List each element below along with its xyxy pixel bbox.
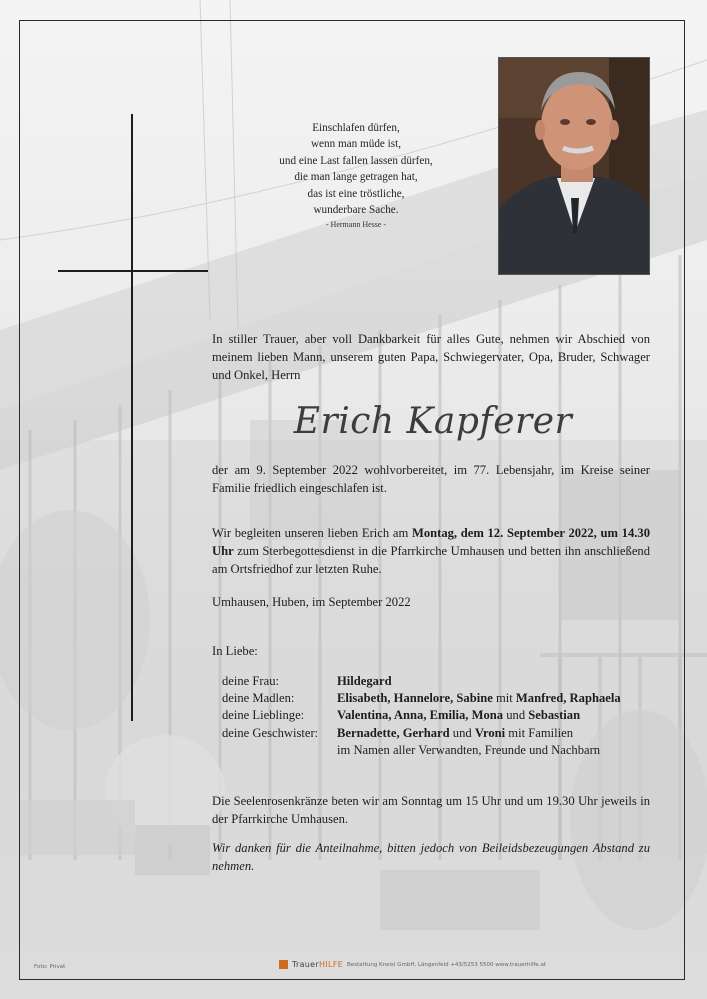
family-row <box>222 707 621 724</box>
footer-branding <box>279 960 546 969</box>
family-row <box>222 725 621 742</box>
family-names: Hildegard <box>337 674 392 688</box>
family-names: Sebastian <box>528 708 581 723</box>
logo-text-b: HILFE <box>318 960 343 969</box>
funeral-text-part: Wir begleiten unseren lieben Erich am <box>212 526 412 540</box>
family-names: Elisabeth, Hannelore, Sabine <box>337 691 493 706</box>
family-row <box>222 742 621 759</box>
poem-line: wenn man müde ist, <box>310 138 402 151</box>
family-connector: und <box>449 725 475 740</box>
cross-vertical-bar <box>131 114 133 721</box>
family-label: deine Lieblinge: <box>222 708 305 723</box>
cross-horizontal-bar <box>58 270 208 272</box>
family-names: Vroni <box>474 725 506 740</box>
rosary-text: Die Seelenrosenkränze beten wir am Sonntag um 15 Uhr und um 19.30 Uhr jeweils in der Pfarrkirche Umhausen. <box>212 794 650 826</box>
family-list <box>222 673 621 759</box>
place-date: Umhausen, Huben, im September 2022 <box>212 595 411 609</box>
family-names: Manfred, Raphaela <box>515 691 621 706</box>
trauerhilfe-logo-icon <box>279 960 288 969</box>
death-notice: der am 9. September 2022 wohlvorbereitet, im 77. Lebensjahr, im Kreise seiner Familie friedlich eingeschlafen ist. <box>212 463 650 495</box>
family-label <box>222 742 337 759</box>
photo-credit: Foto: Privat <box>34 964 66 970</box>
funeral-date: Montag, dem 12. September 2022, <box>411 526 597 540</box>
logo-text-a: Trauer <box>292 960 319 969</box>
family-connector: mit Familien <box>505 725 574 740</box>
family-connector: und <box>503 708 529 723</box>
trauerhilfe-logo <box>292 960 343 969</box>
poem-line: und eine Last fallen lassen dürfen, <box>279 154 433 167</box>
poem-line: wunderbare Sache. <box>313 204 399 217</box>
in-love-label: In Liebe: <box>212 644 258 658</box>
family-names: Bernadette, Gerhard <box>337 725 450 740</box>
family-connector: mit <box>492 691 516 706</box>
family-closing: im Namen aller Verwandten, Freunde und Nachbarn <box>337 742 601 757</box>
family-names: Valentina, Anna, Emilia, Mona <box>337 708 504 723</box>
funeral-text <box>212 524 650 578</box>
poem-line: das ist eine tröstliche, <box>307 187 405 200</box>
family-label: deine Madlen: <box>222 691 295 706</box>
intro-text: In stiller Trauer, aber voll Dankbarkeit für alles Gute, nehmen wir Abschied von meinem lieben Mann, unserem guten Papa, Schwiegervater, Opa, Bruder, Schwager und Onkel, Herrn <box>212 332 650 382</box>
poem <box>252 120 460 230</box>
poem-line: Einschlafen dürfen, <box>312 122 400 134</box>
funeral-text-part: zum Sterbegottesdienst in die Pfarrkirche Umhausen und betten ihn anschließend am Ortsfriedhof zur letzten Ruhe. <box>212 544 650 576</box>
thanks-text: Wir danken für die Anteilnahme, bitten jedoch von Beileidsbezeugungen Abstand zu nehmen. <box>212 841 650 873</box>
deceased-name: Erich Kapferer <box>293 401 573 442</box>
family-label: deine Frau: <box>222 674 280 688</box>
poem-line: die man lange getragen hat, <box>294 171 418 184</box>
funeral-time: um 14.30 Uhr <box>212 526 650 558</box>
company-info: Bestattung Kneisl GmbH, Längenfeld +43/5253 5500 www.trauerhilfe.at <box>346 961 546 968</box>
family-label: deine Geschwister: <box>222 725 319 740</box>
portrait-photo <box>498 57 650 275</box>
poem-author: - Hermann Hesse - <box>325 220 387 230</box>
family-row <box>222 690 621 707</box>
family-row <box>222 673 621 690</box>
